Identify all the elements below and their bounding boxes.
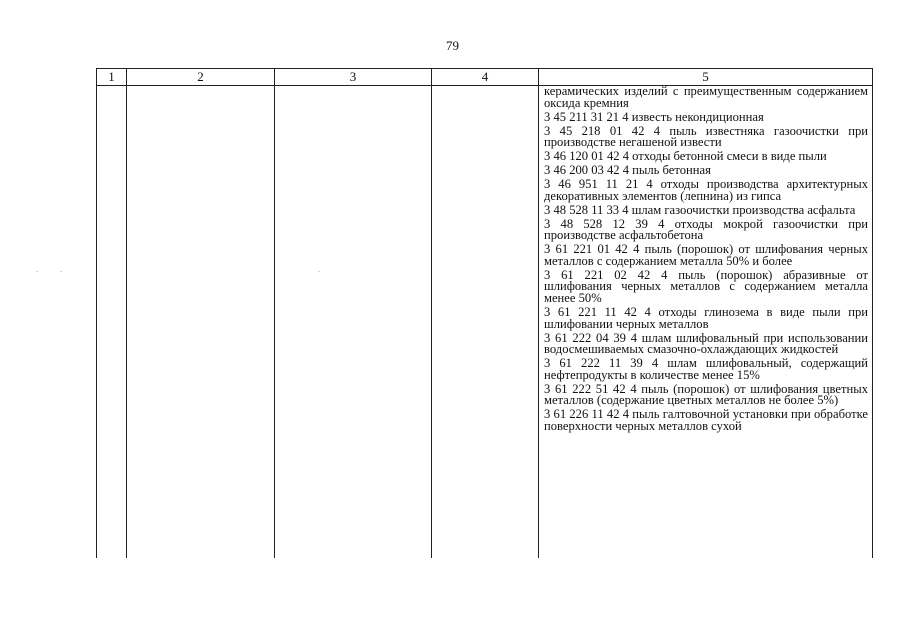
waste-entry: 3 46 951 11 21 4 отходы производства архитектурных декоративных элементов (лепнина) из гипса bbox=[544, 177, 868, 203]
waste-entry-list bbox=[539, 86, 872, 433]
waste-entry: 3 46 200 03 42 4 пыль бетонная bbox=[544, 163, 711, 178]
document-table bbox=[96, 68, 873, 558]
table-cell-col1 bbox=[97, 86, 127, 559]
table-header-row bbox=[97, 69, 873, 86]
waste-entry: 3 45 218 01 42 4 пыль известняка газоочистки при производстве негашеной извести bbox=[544, 123, 868, 150]
waste-entry: 3 46 120 01 42 4 отходы бетонной смеси в виде пыли bbox=[544, 149, 827, 164]
waste-entry: 3 48 528 12 39 4 отходы мокрой газоочистки при производстве асфальтобетона bbox=[544, 216, 868, 243]
table-row bbox=[97, 86, 873, 559]
waste-entry: 3 61 222 51 42 4 пыль (порошок) от шлифования цветных металлов (содержание цветных металлов не более 5%) bbox=[544, 381, 868, 408]
scan-artifact bbox=[60, 271, 62, 272]
waste-entry: 3 61 222 04 39 4 шлам шлифовальный при использовании водосмешиваемых смазочно-охлаждающих жидкостей bbox=[544, 330, 868, 357]
waste-entry: 3 61 221 02 42 4 пыль (порошок) абразивные от шлифования черных металлов с содержанием металла менее 50% bbox=[544, 267, 868, 306]
waste-entry: 3 61 226 11 42 4 пыль галтовочной установки при обработке поверхности черных металлов сухой bbox=[544, 407, 868, 433]
column-header-3: 3 bbox=[275, 69, 432, 86]
page-number: 79 bbox=[446, 38, 459, 53]
scan-artifact bbox=[36, 271, 38, 272]
waste-entry: керамических изделий с преимущественным содержанием оксида кремния bbox=[544, 84, 868, 110]
column-header-1: 1 bbox=[97, 69, 127, 86]
table-cell-col4 bbox=[432, 86, 539, 559]
column-header-2: 2 bbox=[127, 69, 275, 86]
column-header-4: 4 bbox=[432, 69, 539, 86]
table-cell-col3 bbox=[275, 86, 432, 559]
waste-entry: 3 48 528 11 33 4 шлам газоочистки производства асфальта bbox=[544, 202, 856, 217]
waste-entry: 3 61 221 11 42 4 отходы глинозема в виде пыли при шлифовании черных металлов bbox=[544, 305, 868, 331]
waste-entry: 3 61 222 11 39 4 шлам шлифовальный, содержащий нефтепродукты в количестве менее 15% bbox=[544, 356, 868, 382]
waste-entry: 3 45 211 31 21 4 известь некондиционная bbox=[544, 109, 764, 124]
table-cell-col5 bbox=[539, 86, 873, 559]
waste-entry: 3 61 221 01 42 4 пыль (порошок) от шлифования черных металлов с содержанием металла 50% и более bbox=[544, 242, 868, 268]
scan-artifact bbox=[318, 271, 320, 272]
table-cell-col2 bbox=[127, 86, 275, 559]
column-header-5: 5 bbox=[539, 69, 873, 86]
